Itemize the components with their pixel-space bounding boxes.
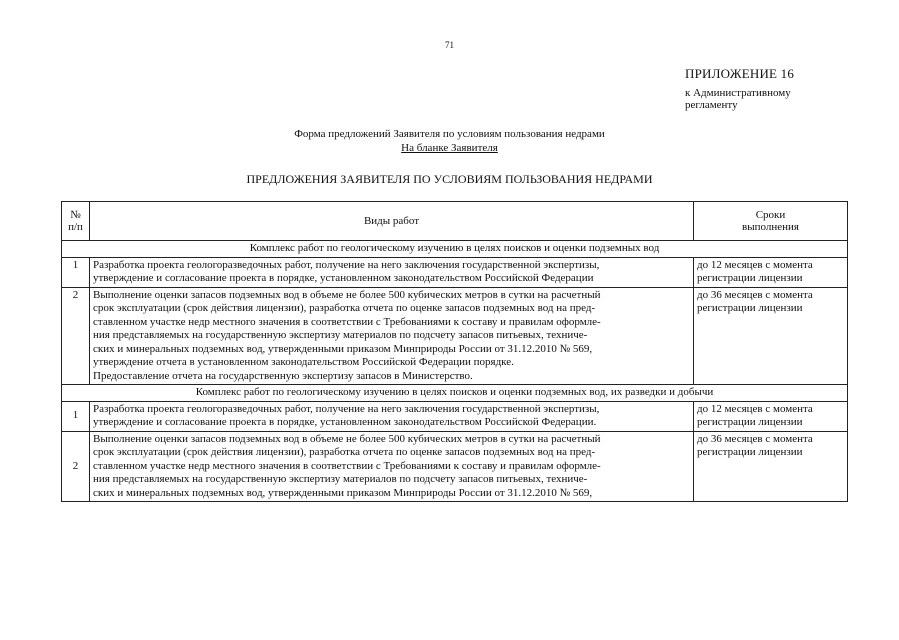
header-number	[62, 202, 90, 241]
appendix-subtitle	[685, 87, 875, 111]
description-line: ставленном участке недр местного значения в соответствии с Требованиями к составу и правилам оформле-	[93, 315, 601, 328]
section-row	[62, 241, 848, 258]
row-description	[90, 401, 694, 431]
header-number-line: №	[70, 209, 81, 221]
row-terms	[694, 431, 848, 502]
table-row	[62, 287, 848, 385]
description-line: Разработка проекта геологоразведочных работ, получение на него заключения государственной экспертизы,	[93, 402, 600, 415]
description-line: ских и минеральных подземных вод, утвержденными приказом Минприроды России от 31.12.2010 № 569,	[93, 486, 593, 499]
description-line: Предоставление отчета на государственную экспертизу запасов в Министерство.	[93, 369, 473, 382]
row-description	[90, 431, 694, 502]
section-row	[62, 385, 848, 402]
header-terms	[694, 202, 848, 241]
header-works: Виды работ	[90, 202, 694, 241]
works-table	[61, 201, 848, 502]
description-line: Выполнение оценки запасов подземных вод в объеме не более 500 кубических метров в сутки на расчетный	[93, 288, 601, 301]
description-line: Выполнение оценки запасов подземных вод в объеме не более 500 кубических метров в сутки на расчетный	[93, 432, 601, 445]
section-title: Комплекс работ по геологическому изучению в целях поисков и оценки подземных вод, их разведки и добычи	[62, 385, 848, 402]
description-line: срок эксплуатации (срок действия лицензии), разработка отчета по оценке запасов подземных вод на пред-	[93, 446, 596, 458]
table-header-row	[62, 202, 848, 241]
row-number: 1	[62, 257, 90, 287]
row-description	[90, 257, 694, 287]
description-line: срок эксплуатации (срок действия лицензии), разработка отчета по оценке запасов подземных вод на пред-	[93, 302, 596, 314]
terms-line: до 36 месяцев с момента	[697, 432, 813, 445]
terms-line: до 12 месяцев с момента	[697, 258, 813, 271]
form-caption-text: Форма предложений Заявителя по условиям пользования недрами	[294, 128, 605, 140]
description-line: ставленном участке недр местного значения в соответствии с Требованиями к составу и правилам оформле-	[93, 459, 601, 472]
terms-line: регистрации лицензии	[697, 416, 803, 428]
row-number: 1	[62, 401, 90, 431]
appendix-block	[685, 66, 875, 111]
appendix-line: регламенту	[685, 99, 738, 111]
terms-line: регистрации лицензии	[697, 272, 803, 284]
row-terms	[694, 401, 848, 431]
section-title: Комплекс работ по геологическому изучению в целях поисков и оценки подземных вод	[62, 241, 848, 258]
table-row	[62, 431, 848, 502]
row-description	[90, 287, 694, 385]
terms-line: до 12 месяцев с момента	[697, 402, 813, 415]
header-terms-line: Сроки	[755, 209, 786, 221]
appendix-line: к Административному	[685, 87, 791, 99]
table-row	[62, 401, 848, 431]
header-terms-line: выполнения	[742, 221, 799, 233]
row-number: 2	[62, 431, 90, 502]
terms-line: до 36 месяцев с момента	[697, 288, 813, 301]
row-number: 2	[62, 287, 90, 385]
letterhead-note: На бланке Заявителя	[401, 142, 498, 154]
document-title: ПРЕДЛОЖЕНИЯ ЗАЯВИТЕЛЯ ПО УСЛОВИЯМ ПОЛЬЗОВАНИЯ НЕДРАМИ	[246, 172, 653, 186]
description-line: утверждение и согласование проекта в порядке, установленном законодательством Российской Федерации.	[93, 416, 597, 428]
description-line: ния представляемых на государственную экспертизу материалов по подсчету запасов питьевых, техниче-	[93, 473, 588, 485]
description-line: утверждение и согласование проекта в порядке, установленном законодательством Российской Федерации	[93, 272, 594, 284]
description-line: ских и минеральных подземных вод, утвержденными приказом Минприроды России от 31.12.2010 № 569,	[93, 342, 593, 355]
row-terms	[694, 257, 848, 287]
description-line: Разработка проекта геологоразведочных работ, получение на него заключения государственной экспертизы,	[93, 258, 600, 271]
row-terms	[694, 287, 848, 385]
terms-line: регистрации лицензии	[697, 302, 803, 314]
description-line: утверждение отчета в установленном законодательством Российской Федерации порядке.	[93, 356, 514, 368]
description-line: ния представляемых на государственную экспертизу материалов по подсчету запасов питьевых, техниче-	[93, 329, 588, 341]
table-row	[62, 257, 848, 287]
header-number-line: п/п	[68, 221, 83, 233]
appendix-title: ПРИЛОЖЕНИЕ 16	[685, 66, 795, 81]
form-caption	[0, 127, 899, 155]
terms-line: регистрации лицензии	[697, 446, 803, 458]
page-number: 71	[445, 40, 454, 50]
